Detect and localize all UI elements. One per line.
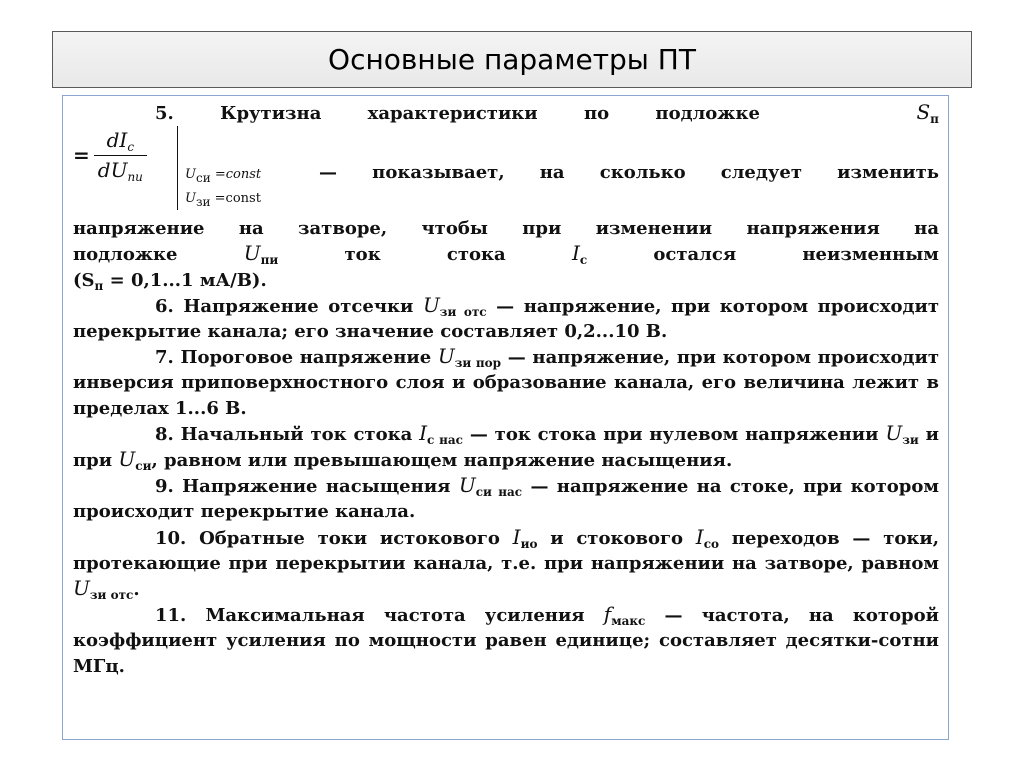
p9-usub: си нас (475, 485, 523, 500)
num-sub: с (127, 140, 135, 155)
p5-line4-i: I (571, 241, 580, 266)
derivative-fraction (73, 128, 147, 183)
p10-usub: зи отс (89, 588, 134, 603)
p8-u2sub: си (135, 459, 152, 474)
paragraph-8 (73, 421, 939, 473)
den-sub: пи (127, 170, 143, 185)
fraction-numerator (103, 128, 138, 155)
p5-line4 (73, 241, 939, 267)
cond1-text: =const (210, 167, 262, 183)
document-image (62, 95, 949, 740)
p10-a: 10. Обратные токи истокового (155, 527, 500, 549)
p11-b: — частота, на которой коэффициент усиления по мощности равен единице; составляет десятки-сотни МГц. (73, 605, 939, 677)
condition-1 (185, 162, 261, 187)
p5-s-sub: п (930, 112, 939, 126)
p8-c: и при (73, 423, 939, 472)
p10-u: U (73, 576, 90, 601)
cond2-var: U (185, 191, 196, 207)
p7-usub: зи пор (454, 356, 502, 371)
p5-line4-isub: с (579, 253, 588, 268)
p8-u2: U (118, 447, 136, 472)
paragraph-5-rest (73, 216, 939, 293)
paragraph-6 (73, 293, 939, 344)
p8-b: — ток стока при нулевом напряжении (469, 423, 879, 445)
slide-title: Основные параметры ПТ (328, 43, 696, 76)
document-text (73, 100, 939, 679)
p5-line5 (73, 268, 939, 293)
p8-i: I (419, 420, 428, 445)
p9-a: 9. Напряжение насыщения (155, 476, 451, 498)
paragraph-5-line1 (73, 100, 939, 126)
paragraph-11 (73, 602, 939, 679)
p5-line5-sub: п (94, 278, 104, 293)
num-text: dI (106, 128, 128, 153)
p11-fsub: макс (611, 614, 646, 629)
p6-u: U (422, 292, 440, 317)
p10-i2: I (695, 524, 704, 549)
p11-f: f (603, 602, 612, 627)
p10-i1sub: ио (520, 536, 538, 551)
p7-a: 7. Пороговое напряжение (155, 347, 432, 369)
p7-b: — напряжение, при котором происходит инверсия приповерхностного слоя и образование канала, его величина лежит в пределах 1...6 В. (73, 347, 939, 419)
p9-b: — напряжение на стоке, при котором происходит перекрытие канала. (73, 476, 939, 523)
p5-line5-text: = 0,1...1 мА/В). (109, 269, 267, 291)
p6-usub: зи отс (439, 304, 487, 319)
p5-line4-u: U (243, 241, 261, 266)
p5-line4-a: подложке (73, 244, 178, 266)
cond1-var: U (185, 167, 196, 183)
p5-line4-usub: пи (260, 253, 279, 268)
p10-d: . (133, 579, 140, 601)
p5-line4-c: остался неизменным (653, 244, 939, 266)
p10-b: и стокового (550, 527, 684, 549)
p5-tail: — показывает, на сколько следует изменить (319, 162, 939, 184)
p10-c: переходов — токи, протекающие при перекрытии канала, т.е. при напряжении на затворе, равном (73, 527, 939, 574)
den-text: dU (97, 158, 128, 183)
p5-line4-b: ток стока (344, 244, 506, 266)
p5-line3: напряжение на затворе, чтобы при изменении напряжения на (73, 218, 939, 240)
p8-isub: с нас (427, 432, 463, 447)
evaluation-bar (177, 126, 178, 210)
paragraph-9 (73, 473, 939, 524)
p8-a: 8. Начальный ток стока (155, 423, 413, 445)
formula-row (73, 126, 939, 216)
p7-u: U (437, 344, 455, 369)
p10-i2sub: со (703, 536, 719, 551)
fraction-denominator (94, 155, 147, 183)
p6-a: 6. Напряжение отсечки (155, 295, 414, 317)
paragraph-7 (73, 344, 939, 421)
p10-i1: I (512, 524, 521, 549)
p9-u: U (458, 473, 476, 498)
cond2-text: =const (210, 191, 261, 207)
p5-heading: 5. Крутизна характеристики по подложке (155, 103, 760, 124)
fraction (94, 128, 147, 183)
p5-s-symbol: S (916, 100, 931, 124)
cond1-sub: си (195, 171, 211, 186)
condition-2 (185, 186, 261, 211)
equals-sign: = (73, 143, 90, 168)
slide-title-box (52, 31, 972, 88)
cond2-sub: зи (195, 195, 211, 210)
p8-d: , равном или превышающем напряжение насыщения. (151, 450, 733, 472)
p6-b: — напряжение, при котором происходит перекрытие канала; его значение составляет 0,2...10 В. (73, 295, 939, 343)
p11-a: 11. Максимальная частота усиления (155, 605, 585, 627)
p8-u1: U (885, 420, 903, 445)
p5-line5-open: (S (73, 269, 95, 291)
paragraph-10 (73, 525, 939, 603)
p8-u1sub: зи (902, 432, 919, 447)
